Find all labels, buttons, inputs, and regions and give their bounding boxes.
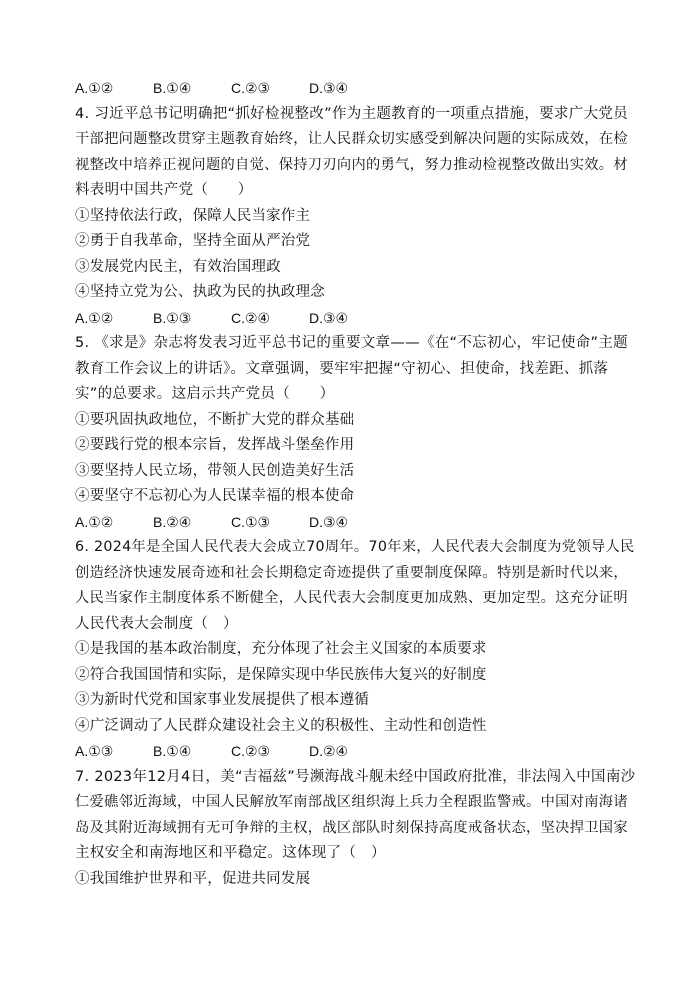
q3-option-c: C.②③ xyxy=(231,80,271,97)
q5-item-2: ②要践行党的根本宗旨，发挥战斗堡垒作用 xyxy=(75,437,355,453)
question-6 xyxy=(75,535,635,765)
q6-item-3: ③为新时代党和国家事业发展提供了根本遵循 xyxy=(75,692,369,708)
q7-stem-line-4: 主权安全和南海地区和平稳定。这体现了（ ） xyxy=(75,845,386,861)
q4-stem-line-3: 视整改中培养正视问题的自觉、保持刀刃向内的勇气，努力推动检视整改做出实效。材 xyxy=(75,156,628,173)
q5-option-d: D.③④ xyxy=(309,513,349,530)
q5-option-c: C.①③ xyxy=(231,513,271,530)
q6-item-1: ①是我国的基本政治制度，充分体现了社会主义国家的本质要求 xyxy=(75,641,487,657)
q7-stem-line-1: 7. 2023年12月4日，美“吉福兹”号濒海战斗舰未经中国政府批准，非法闯入中国南沙 xyxy=(75,768,636,785)
q4-stem-line-1: 4. 习近平总书记明确把“抓好检视整改”作为主题教育的一项重点措施，要求广大党员 xyxy=(75,105,628,122)
q6-option-d: D.②④ xyxy=(309,743,349,760)
q4-item-3: ③发展党内民主，有效治国理政 xyxy=(75,258,281,275)
q3-option-a: A.①② xyxy=(75,80,114,97)
question-7 xyxy=(75,765,636,893)
q7-stem-line-3: 岛及其附近海域拥有无可争辩的主权，战区部队时刻保持高度戒备状态，坚决捍卫国家 xyxy=(75,819,628,836)
q6-stem-line-4: 人民代表大会制度（ ） xyxy=(75,615,238,632)
q3-options xyxy=(75,76,620,102)
exam-content xyxy=(75,76,636,892)
q4-options xyxy=(75,306,620,332)
q6-item-4: ④广泛调动了人民群众建设社会主义的积极性、主动性和创造性 xyxy=(75,717,487,734)
q5-option-a: A.①② xyxy=(75,513,114,530)
q5-stem-line-3: 实”的总要求。这启示共产党员（ ） xyxy=(75,386,335,402)
q5-stem-line-1: 5. 《求是》杂志将发表习近平总书记的重要文章——《在“不忘初心，牢记使命”主题 xyxy=(75,335,628,351)
q4-stem-line-4: 料表明中国共产党（ ） xyxy=(75,182,253,198)
q6-stem-line-1: 6. 2024年是全国人民代表大会成立70周年。70年来，人民代表大会制度为党领导人民 xyxy=(75,539,635,555)
q6-stem-line-2: 创造经济快速发展奇迹和社会长期稳定奇迹提供了重要制度保障。特别是新时代以来， xyxy=(75,564,628,581)
q4-stem-line-2: 干部把问题整改贯穿主题教育始终，让人民群众切实感受到解决问题的实际成效，在检 xyxy=(75,131,628,147)
q5-item-1: ①要巩固执政地位，不断扩大党的群众基础 xyxy=(75,411,355,428)
q5-stem-line-2: 教育工作会议上的讲话》。文章强调，要牢牢把握“守初心、担使命，找差距、抓落 xyxy=(75,360,609,377)
q6-options xyxy=(75,739,620,765)
question-5 xyxy=(75,331,628,535)
q3-option-b: B.①④ xyxy=(153,80,192,97)
q5-options xyxy=(75,510,620,536)
q4-item-2: ②勇于自我革命，坚持全面从严治党 xyxy=(75,233,311,249)
q6-option-b: B.①④ xyxy=(153,743,192,760)
q7-stem-line-2: 仁爱礁邻近海域，中国人民解放军南部战区组织海上兵力全程跟监警戒。中国对南海诸 xyxy=(75,794,628,810)
q4-option-c: C.②④ xyxy=(231,309,271,326)
q6-option-c: C.②③ xyxy=(231,743,271,760)
q4-item-1: ①坚持依法行政，保障人民当家作主 xyxy=(75,207,311,224)
q4-option-b: B.①③ xyxy=(153,309,192,326)
q4-option-a: A.①② xyxy=(75,309,114,326)
q6-stem-line-3: 人民当家作主制度体系不断健全，人民代表大会制度更加成熟、更加定型。这充分证明 xyxy=(75,590,628,606)
q5-item-4: ④要坚守不忘初心为人民谋幸福的根本使命 xyxy=(75,488,355,504)
q5-option-b: B.②④ xyxy=(153,513,192,530)
q4-item-4: ④坚持立党为公、执政为民的执政理念 xyxy=(75,284,325,300)
q5-item-3: ③要坚持人民立场，带领人民创造美好生活 xyxy=(75,462,355,479)
q7-item-1: ①我国维护世界和平，促进共同发展 xyxy=(75,870,311,887)
q6-option-a: A.①③ xyxy=(75,743,114,760)
q6-item-2: ②符合我国国情和实际，是保障实现中华民族伟大复兴的好制度 xyxy=(75,666,487,683)
q4-option-d: D.③④ xyxy=(309,309,349,326)
q3-option-d: D.③④ xyxy=(309,80,349,97)
question-4 xyxy=(75,102,628,332)
